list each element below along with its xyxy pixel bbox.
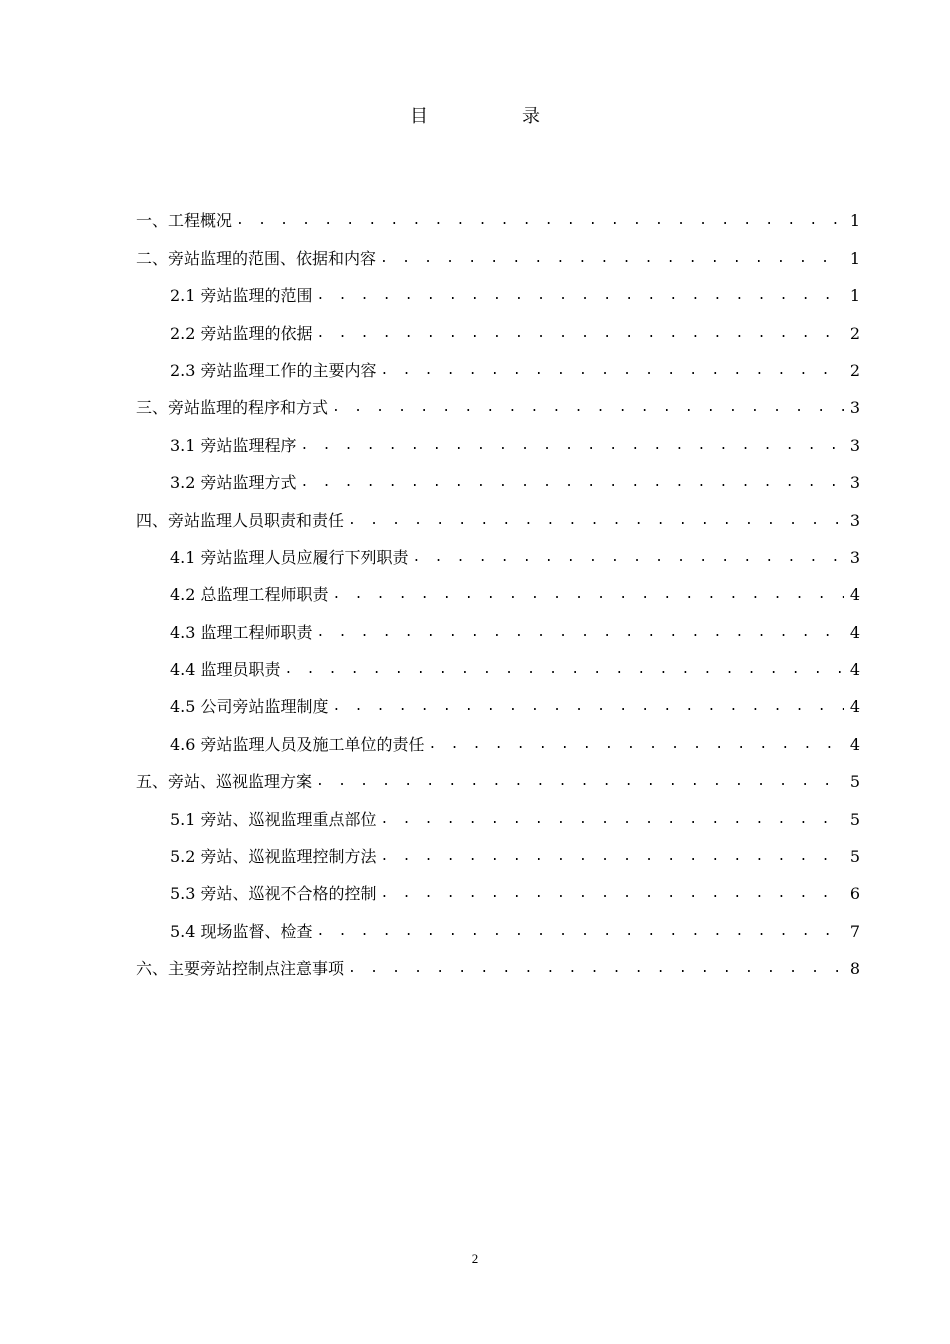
toc-entry[interactable] — [136, 344, 860, 381]
toc-entry-page-number: 1 — [849, 211, 860, 231]
toc-entry-page-number: 3 — [849, 473, 860, 493]
toc-entry-label: 4.1 旁站监理人员应履行下列职责 — [170, 547, 409, 567]
toc-dot-leader — [317, 922, 844, 942]
toc-dot-leader — [317, 324, 844, 344]
toc-entry[interactable] — [136, 418, 860, 455]
toc-entry[interactable] — [136, 194, 860, 231]
toc-dot-leader — [332, 398, 844, 418]
toc-dot-leader — [317, 286, 844, 306]
toc-entry-label: 2.2 旁站监理的依据 — [170, 323, 313, 343]
toc-entry-label: 五、旁站、巡视监理方案 — [136, 772, 313, 792]
toc-dot-leader — [333, 585, 844, 605]
toc-entry-page-number: 4 — [849, 622, 860, 642]
toc-entry[interactable] — [136, 904, 860, 941]
toc-entry[interactable] — [136, 306, 860, 343]
toc-entry-label: 4.3 监理工程师职责 — [170, 622, 313, 642]
toc-entry-page-number: 1 — [849, 248, 860, 268]
toc-dot-leader — [381, 361, 844, 381]
toc-entry-page-number: 8 — [849, 959, 860, 979]
toc-entry-page-number: 2 — [849, 360, 860, 380]
toc-dot-leader — [316, 772, 844, 792]
toc-entry-page-number: 4 — [849, 585, 860, 605]
toc-entry[interactable] — [136, 568, 860, 605]
toc-entry[interactable] — [136, 605, 860, 642]
toc-title-char-1: 目 — [410, 106, 428, 127]
toc-entry-page-number: 4 — [849, 734, 860, 754]
toc-entry-page-number: 1 — [849, 286, 860, 306]
toc-entry-label: 二、旁站监理的范围、依据和内容 — [136, 248, 377, 268]
toc-dot-leader — [381, 810, 844, 830]
toc-dot-leader — [381, 884, 844, 904]
toc-dot-leader — [413, 548, 844, 568]
toc-entry[interactable] — [136, 942, 860, 979]
toc-entry-page-number: 3 — [849, 547, 860, 567]
toc-entry-label: 5.1 旁站、巡视监理重点部位 — [170, 809, 377, 829]
toc-entry-label: 5.4 现场监督、检查 — [170, 921, 313, 941]
toc-entry-label: 4.5 公司旁站监理制度 — [170, 697, 329, 717]
toc-dot-leader — [317, 623, 844, 643]
toc-entry-page-number: 5 — [849, 772, 860, 792]
toc-entry[interactable] — [136, 493, 860, 530]
toc-entry-label: 5.2 旁站、巡视监理控制方法 — [170, 847, 377, 867]
toc-entry-page-number: 5 — [849, 847, 860, 867]
toc-entry-page-number: 4 — [849, 660, 860, 680]
toc-entry-page-number: 6 — [849, 884, 860, 904]
toc-entry-label: 4.2 总监理工程师职责 — [170, 585, 329, 605]
toc-entry-label: 四、旁站监理人员职责和责任 — [136, 510, 345, 530]
toc-entry[interactable] — [136, 755, 860, 792]
toc-entry-page-number: 7 — [849, 921, 860, 941]
toc-entry[interactable] — [136, 830, 860, 867]
toc-entry[interactable] — [136, 456, 860, 493]
toc-entry[interactable] — [136, 867, 860, 904]
toc-entry-label: 一、工程概况 — [136, 211, 233, 231]
toc-entry-page-number: 5 — [849, 809, 860, 829]
toc-title-char-2: 录 — [522, 106, 540, 127]
toc-dot-leader — [333, 697, 844, 717]
toc-entry-label: 2.1 旁站监理的范围 — [170, 286, 313, 306]
toc-dot-leader — [301, 436, 844, 456]
toc-dot-leader — [285, 660, 844, 680]
toc-entry-label: 六、主要旁站控制点注意事项 — [136, 959, 345, 979]
page-number: 2 — [471, 1251, 479, 1266]
toc-dot-leader — [348, 959, 844, 979]
toc-dot-leader — [429, 735, 844, 755]
toc-dot-leader — [236, 211, 844, 231]
toc-entry[interactable] — [136, 231, 860, 268]
toc-entry-page-number: 3 — [849, 435, 860, 455]
toc-dot-leader — [301, 473, 844, 493]
toc-title — [0, 104, 950, 130]
toc-entry-label: 3.1 旁站监理程序 — [170, 435, 297, 455]
toc-entry-page-number: 2 — [849, 323, 860, 343]
toc-dot-leader — [348, 511, 844, 531]
toc-entry[interactable] — [136, 643, 860, 680]
toc-entry-label: 5.3 旁站、巡视不合格的控制 — [170, 884, 377, 904]
toc-dot-leader — [380, 249, 844, 269]
toc-entry[interactable] — [136, 717, 860, 754]
toc-entry[interactable] — [136, 381, 860, 418]
toc-entry[interactable] — [136, 792, 860, 829]
table-of-contents — [136, 194, 860, 979]
toc-dot-leader — [381, 847, 844, 867]
toc-entry-page-number: 4 — [849, 697, 860, 717]
toc-entry-label: 2.3 旁站监理工作的主要内容 — [170, 360, 377, 380]
toc-entry-page-number: 3 — [849, 510, 860, 530]
toc-entry-label: 三、旁站监理的程序和方式 — [136, 398, 329, 418]
toc-entry[interactable] — [136, 531, 860, 568]
toc-entry-page-number: 3 — [849, 398, 860, 418]
toc-entry-label: 4.4 监理员职责 — [170, 660, 281, 680]
toc-entry[interactable] — [136, 680, 860, 717]
toc-entry-label: 4.6 旁站监理人员及施工单位的责任 — [170, 734, 425, 754]
toc-entry[interactable] — [136, 269, 860, 306]
toc-entry-label: 3.2 旁站监理方式 — [170, 473, 297, 493]
